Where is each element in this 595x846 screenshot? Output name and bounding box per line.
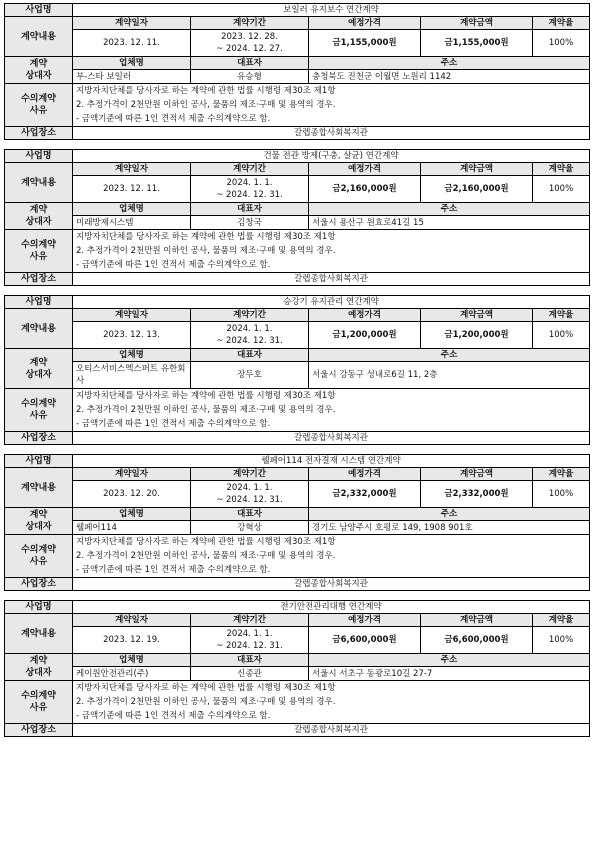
contractor-label-line2: 상대자: [25, 522, 52, 532]
contract-date: 2023. 12. 20.: [73, 481, 191, 508]
estimated-price: 금1,155,000원: [309, 30, 421, 57]
contract-period-start: 2024. 1. 1.: [226, 324, 273, 334]
contract-info-label: 계약내용: [5, 163, 73, 203]
contract-amount-header: 계약금액: [421, 614, 533, 627]
business-location: 갈렙종합사회복지관: [73, 432, 590, 445]
contract-block: [4, 454, 590, 591]
contract-period-end: ~ 2024. 12. 31.: [216, 641, 283, 651]
reason-label-line1: 수의계약: [21, 94, 56, 104]
contract-info-label: 계약내용: [5, 309, 73, 349]
contract-block: [4, 149, 590, 286]
contractor-label-line2: 상대자: [25, 668, 52, 678]
reason-label-line2: 사유: [29, 703, 48, 713]
business-name-label: 사업명: [5, 455, 73, 468]
reason-text: [73, 535, 590, 578]
reason-label: [5, 389, 73, 432]
estimated-price: 금1,200,000원: [309, 322, 421, 349]
representative-name: 장두호: [191, 362, 309, 389]
reason-label-line1: 수의계약: [21, 399, 56, 409]
contractor-label-line2: 상대자: [25, 217, 52, 227]
reason-label: [5, 681, 73, 724]
company-address: 경기도 남양주시 호평로 149, 1908 901호: [309, 521, 590, 535]
contract-period-header: 계약기간: [191, 614, 309, 627]
reason-label-line2: 사유: [29, 411, 48, 421]
reason-line: 2. 추정가격이 2천만원 이하인 공사, 물품의 제조·구매 및 용역의 경우.: [76, 246, 336, 256]
contract-date-header: 계약일자: [73, 614, 191, 627]
contractor-label-line2: 상대자: [25, 71, 52, 81]
contractor-label: [5, 508, 73, 535]
reason-label-line1: 수의계약: [21, 240, 56, 250]
estimated-price-header: 예정가격: [309, 163, 421, 176]
contract-date-header: 계약일자: [73, 309, 191, 322]
estimated-price: 금6,600,000원: [309, 627, 421, 654]
reason-label-line2: 사유: [29, 106, 48, 116]
address-header: 주소: [309, 654, 590, 667]
business-name-label: 사업명: [5, 150, 73, 163]
representative-header: 대표자: [191, 508, 309, 521]
representative-name: 김창국: [191, 216, 309, 230]
representative-header: 대표자: [191, 203, 309, 216]
company-name-header: 업체명: [73, 57, 191, 70]
estimated-price-header: 예정가격: [309, 468, 421, 481]
contract-period-end: ~ 2024. 12. 27.: [216, 44, 283, 54]
reason-line: 지방자치단체를 당사자로 하는 계약에 관한 법률 시행령 제30조 제1항: [76, 683, 336, 693]
company-address: 충청북도 진천군 이월면 노원리 1142: [309, 70, 590, 84]
contract-rate-header: 계약율: [533, 163, 590, 176]
contractor-label-line1: 계약: [29, 510, 48, 520]
contract-period: [191, 481, 309, 508]
contract-rate-header: 계약율: [533, 614, 590, 627]
reason-text: [73, 389, 590, 432]
contractor-label-line1: 계약: [29, 205, 48, 215]
location-label: 사업장소: [5, 432, 73, 445]
reason-label: [5, 230, 73, 273]
contract-amount: 금1,200,000원: [421, 322, 533, 349]
contract-amount-header: 계약금액: [421, 468, 533, 481]
company-name-header: 업체명: [73, 349, 191, 362]
contract-rate-header: 계약율: [533, 468, 590, 481]
reason-line: - 금액기준에 따른 1인 견적서 제출 수의계약으로 함.: [76, 565, 271, 575]
contract-list: [4, 3, 589, 746]
reason-line: - 금액기준에 따른 1인 견적서 제출 수의계약으로 함.: [76, 260, 271, 270]
contract-amount: 금2,160,000원: [421, 176, 533, 203]
address-header: 주소: [309, 57, 590, 70]
reason-text: [73, 681, 590, 724]
representative-header: 대표자: [191, 57, 309, 70]
address-header: 주소: [309, 349, 590, 362]
contract-date: 2023. 12. 19.: [73, 627, 191, 654]
reason-label-line1: 수의계약: [21, 545, 56, 555]
contract-block: [4, 600, 590, 737]
company-name: 케이원안전관리(주): [73, 667, 191, 681]
location-label: 사업장소: [5, 578, 73, 591]
reason-label-line2: 사유: [29, 252, 48, 262]
contract-rate: 100%: [533, 322, 590, 349]
reason-line: 2. 추정가격이 2천만원 이하인 공사, 물품의 제조·구매 및 용역의 경우.: [76, 405, 336, 415]
contract-date-header: 계약일자: [73, 163, 191, 176]
reason-label: [5, 535, 73, 578]
contract-amount-header: 계약금액: [421, 309, 533, 322]
contract-rate: 100%: [533, 481, 590, 508]
contract-rate: 100%: [533, 176, 590, 203]
business-name: 전기안전관리대행 연간계약: [73, 601, 590, 614]
contract-period-end: ~ 2024. 12. 31.: [216, 190, 283, 200]
company-name: 미래방제시스템: [73, 216, 191, 230]
company-name: 웰페어114: [73, 521, 191, 535]
contractor-label-line1: 계약: [29, 357, 48, 368]
estimated-price: 금2,332,000원: [309, 481, 421, 508]
contract-period: [191, 627, 309, 654]
business-name: 건물 전관 방제(구충, 살균) 연간계약: [73, 150, 590, 163]
company-name-header: 업체명: [73, 654, 191, 667]
contract-info-label: 계약내용: [5, 468, 73, 508]
representative-name: 신종관: [191, 667, 309, 681]
location-label: 사업장소: [5, 273, 73, 286]
contract-block: [4, 3, 590, 140]
representative-name: 강혁상: [191, 521, 309, 535]
business-location: 갈렙종합사회복지관: [73, 127, 590, 140]
reason-line: - 금액기준에 따른 1인 견적서 제출 수의계약으로 함.: [76, 711, 271, 721]
reason-label: [5, 84, 73, 127]
contract-period: [191, 30, 309, 57]
contract-rate: 100%: [533, 30, 590, 57]
reason-line: 지방자치단체를 당사자로 하는 계약에 관한 법률 시행령 제30조 제1항: [76, 86, 336, 96]
location-label: 사업장소: [5, 127, 73, 140]
contract-info-label: 계약내용: [5, 614, 73, 654]
company-name: 부-스타 보일러: [73, 70, 191, 84]
business-name-label: 사업명: [5, 4, 73, 17]
contractor-label: [5, 349, 73, 389]
contractor-label-line1: 계약: [29, 59, 48, 69]
contract-period-end: ~ 2024. 12. 31.: [216, 336, 283, 346]
reason-text: [73, 230, 590, 273]
contractor-label-line2: 상대자: [25, 369, 52, 380]
contract-period-header: 계약기간: [191, 309, 309, 322]
contract-period: [191, 322, 309, 349]
business-location: 갈렙종합사회복지관: [73, 578, 590, 591]
company-name-header: 업체명: [73, 203, 191, 216]
company-name: 오티스서비스엑스퍼트 유한회사: [73, 362, 191, 389]
reason-line: 2. 추정가격이 2천만원 이하인 공사, 물품의 제조·구매 및 용역의 경우.: [76, 100, 336, 110]
contract-date-header: 계약일자: [73, 468, 191, 481]
business-location: 갈렙종합사회복지관: [73, 724, 590, 737]
contract-date: 2023. 12. 13.: [73, 322, 191, 349]
contract-period-header: 계약기간: [191, 163, 309, 176]
contract-period-start: 2023. 12. 28.: [221, 32, 278, 42]
contract-amount: 금2,332,000원: [421, 481, 533, 508]
reason-line: 2. 추정가격이 2천만원 이하인 공사, 물품의 제조·구매 및 용역의 경우.: [76, 551, 336, 561]
estimated-price-header: 예정가격: [309, 614, 421, 627]
reason-line: - 금액기준에 따른 1인 견적서 제출 수의계약으로 함.: [76, 419, 271, 429]
address-header: 주소: [309, 203, 590, 216]
contract-period-header: 계약기간: [191, 468, 309, 481]
estimated-price-header: 예정가격: [309, 309, 421, 322]
contract-rate-header: 계약율: [533, 17, 590, 30]
estimated-price: 금2,160,000원: [309, 176, 421, 203]
address-header: 주소: [309, 508, 590, 521]
contract-period: [191, 176, 309, 203]
business-name: 보일러 유지보수 연간계약: [73, 4, 590, 17]
contract-amount-header: 계약금액: [421, 17, 533, 30]
estimated-price-header: 예정가격: [309, 17, 421, 30]
company-address: 서울시 강동구 성내로6길 11, 2층: [309, 362, 590, 389]
contract-period-header: 계약기간: [191, 17, 309, 30]
company-name-header: 업체명: [73, 508, 191, 521]
reason-line: - 금액기준에 따른 1인 견적서 제출 수의계약으로 함.: [76, 114, 271, 124]
reason-line: 지방자치단체를 당사자로 하는 계약에 관한 법률 시행령 제30조 제1항: [76, 232, 336, 242]
contract-period-start: 2024. 1. 1.: [226, 629, 273, 639]
contract-rate: 100%: [533, 627, 590, 654]
business-location: 갈렙종합사회복지관: [73, 273, 590, 286]
contractor-label-line1: 계약: [29, 656, 48, 666]
contract-date: 2023. 12. 11.: [73, 30, 191, 57]
business-name-label: 사업명: [5, 296, 73, 309]
contract-date: 2023. 12. 11.: [73, 176, 191, 203]
contract-period-end: ~ 2024. 12. 31.: [216, 495, 283, 505]
reason-text: [73, 84, 590, 127]
contract-info-label: 계약내용: [5, 17, 73, 57]
representative-header: 대표자: [191, 349, 309, 362]
contract-amount-header: 계약금액: [421, 163, 533, 176]
contract-period-start: 2024. 1. 1.: [226, 178, 273, 188]
contractor-label: [5, 203, 73, 230]
contract-amount: 금1,155,000원: [421, 30, 533, 57]
representative-name: 유승형: [191, 70, 309, 84]
contract-block: [4, 295, 590, 445]
company-address: 서울시 용산구 원효로41길 15: [309, 216, 590, 230]
reason-line: 지방자치단체를 당사자로 하는 계약에 관한 법률 시행령 제30조 제1항: [76, 537, 336, 547]
reason-label-line1: 수의계약: [21, 691, 56, 701]
company-address: 서울시 서초구 동광로10길 27-7: [309, 667, 590, 681]
reason-line: 2. 추정가격이 2천만원 이하인 공사, 물품의 제조·구매 및 용역의 경우.: [76, 697, 336, 707]
business-name: 웰페어114 전자결재 시스템 연간계약: [73, 455, 590, 468]
business-name: 승강기 유지관리 연간계약: [73, 296, 590, 309]
contract-rate-header: 계약율: [533, 309, 590, 322]
contractor-label: [5, 57, 73, 84]
contract-date-header: 계약일자: [73, 17, 191, 30]
contractor-label: [5, 654, 73, 681]
reason-label-line2: 사유: [29, 557, 48, 567]
representative-header: 대표자: [191, 654, 309, 667]
business-name-label: 사업명: [5, 601, 73, 614]
location-label: 사업장소: [5, 724, 73, 737]
contract-amount: 금6,600,000원: [421, 627, 533, 654]
contract-period-start: 2024. 1. 1.: [226, 483, 273, 493]
reason-line: 지방자치단체를 당사자로 하는 계약에 관한 법률 시행령 제30조 제1항: [76, 391, 336, 401]
